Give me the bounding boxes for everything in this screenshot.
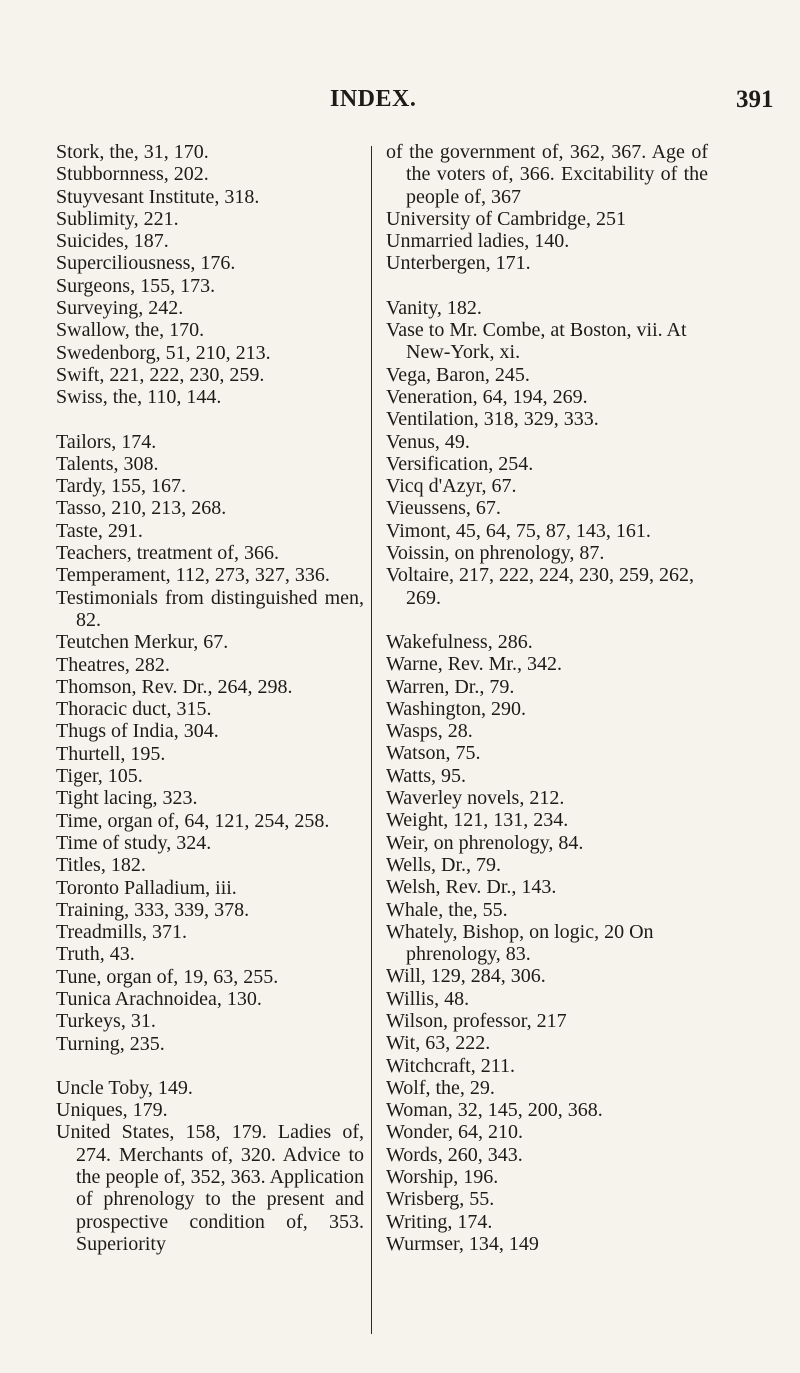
index-entry: Swallow, the, 170.: [56, 319, 205, 342]
column-divider: [371, 146, 372, 1334]
index-entry: Talents, 308.: [56, 452, 159, 475]
index-entry: Swift, 221, 222, 230, 259.: [56, 363, 265, 386]
index-entry: Superciliousness, 176.: [56, 252, 236, 275]
index-entry: Tunica Arachnoidea, 130.: [56, 987, 262, 1010]
index-entry: Surgeons, 155, 173.: [56, 274, 216, 297]
index-entry: Writing, 174.: [386, 1210, 493, 1233]
page-number: 391: [736, 86, 774, 113]
index-entry: Turkeys, 31.: [56, 1010, 156, 1033]
index-entry: Watson, 75.: [386, 742, 481, 765]
index-entry: Tiger, 105.: [56, 765, 143, 788]
index-column-right: [386, 141, 708, 1255]
index-entry: Veneration, 64, 194, 269.: [386, 385, 588, 408]
index-entry: Vanity, 182.: [386, 296, 482, 319]
index-entry: Weir, on phrenology, 84.: [386, 831, 584, 854]
index-entry: Words, 260, 343.: [386, 1143, 523, 1166]
index-entry: Thurtell, 195.: [56, 742, 166, 765]
index-entry: Wit, 63, 222.: [386, 1032, 491, 1055]
index-entry: Theatres, 282.: [56, 653, 170, 676]
index-entry: Titles, 182.: [56, 854, 146, 877]
index-entry: Vega, Baron, 245.: [386, 363, 530, 386]
index-entry: Warne, Rev. Mr., 342.: [386, 653, 562, 676]
index-entry: Tardy, 155, 167.: [56, 475, 187, 498]
index-entry: Stuyvesant Institute, 318.: [56, 185, 260, 208]
index-entry: Venus, 49.: [386, 430, 470, 453]
page-header: [0, 86, 800, 116]
index-entry: Sublimity, 221.: [56, 207, 179, 230]
index-entry: Swiss, the, 110, 144.: [56, 386, 222, 409]
index-entry: Unmarried ladies, 140.: [386, 230, 570, 253]
index-entry: Truth, 43.: [56, 943, 135, 966]
index-entry: Weight, 121, 131, 234.: [386, 809, 569, 832]
index-entry: Willis, 48.: [386, 987, 470, 1010]
index-entry: United States, 158, 179. Ladies of, 274. Merchants of, 320. Advice to the people of, 352, 363. Application of phrenology to the present and prospective condition of, 353. Superiority: [56, 1121, 364, 1255]
index-entry: Wolf, the, 29.: [386, 1076, 495, 1099]
index-entry: Temperament, 112, 273, 327, 336.: [56, 564, 330, 587]
index-entry: Whale, the, 55.: [386, 898, 508, 921]
index-entry: Voltaire, 217, 222, 224, 230, 259, 262, 269.: [386, 564, 694, 609]
index-entry: Taste, 291.: [56, 519, 143, 542]
index-entry: University of Cambridge, 251: [386, 207, 626, 230]
index-entry: Vieussens, 67.: [386, 497, 501, 520]
section-gap: [386, 609, 708, 631]
index-entry: Training, 333, 339, 378.: [56, 898, 250, 921]
index-entry: Voissin, on phrenology, 87.: [386, 542, 605, 565]
index-entry: Time, organ of, 64, 121, 254, 258.: [56, 809, 330, 832]
index-entry: Will, 129, 284, 306.: [386, 965, 546, 988]
index-entry: Witchcraft, 211.: [386, 1054, 515, 1077]
index-entry: Wurmser, 134, 149: [386, 1232, 539, 1255]
index-entry: Wakefulness, 286.: [386, 630, 533, 653]
index-entry: Tight lacing, 323.: [56, 787, 198, 810]
index-entry: Welsh, Rev. Dr., 143.: [386, 876, 557, 899]
index-entry: Teutchen Merkur, 67.: [56, 631, 229, 654]
index-entry: Wonder, 64, 210.: [386, 1121, 524, 1144]
index-entry: Wells, Dr., 79.: [386, 853, 502, 876]
index-entry: Turning, 235.: [56, 1032, 165, 1055]
index-entry: Thoracic duct, 315.: [56, 698, 212, 721]
index-entry: Unterbergen, 171.: [386, 252, 531, 275]
index-entry: Surveying, 242.: [56, 297, 184, 320]
index-entry: Tasso, 210, 213, 268.: [56, 497, 227, 520]
index-entry: Time of study, 324.: [56, 831, 212, 854]
index-entry: Vase to Mr. Combe, at Boston, vii. At New-York, xi.: [386, 319, 687, 364]
section-gap: [386, 275, 708, 297]
index-entry: Versification, 254.: [386, 452, 534, 475]
index-entry: Uniques, 179.: [56, 1099, 168, 1122]
index-entry: Tune, organ of, 19, 63, 255.: [56, 965, 279, 988]
index-entry: Vimont, 45, 64, 75, 87, 143, 161.: [386, 519, 651, 542]
index-entry: Waverley novels, 212.: [386, 787, 565, 810]
index-entry: of the government of, 362, 367. Age of the voters of, 366. Excitability of the people of, 367: [386, 141, 708, 208]
index-column-left: [56, 141, 364, 1255]
index-entry: Uncle Toby, 149.: [56, 1076, 193, 1099]
index-entry: Whately, Bishop, on logic, 20 On phrenology, 83.: [386, 920, 654, 966]
index-entry: Wilson, professor, 217: [386, 1009, 567, 1032]
section-gap: [56, 409, 364, 431]
index-entry: Stork, the, 31, 170.: [56, 141, 209, 163]
section-gap: [56, 1055, 364, 1077]
index-entry: Wasps, 28.: [386, 720, 473, 743]
index-entry: Stubbornness, 202.: [56, 163, 209, 186]
index-entry: Swedenborg, 51, 210, 213.: [56, 341, 271, 364]
index-entry: Worship, 196.: [386, 1166, 499, 1189]
index-entry: Wrisberg, 55.: [386, 1188, 495, 1211]
index-entry: Suicides, 187.: [56, 230, 169, 253]
index-entry: Vicq d'Azyr, 67.: [386, 475, 517, 498]
running-head: INDEX.: [330, 86, 417, 112]
index-entry: Toronto Palladium, iii.: [56, 876, 237, 899]
index-entry: Treadmills, 371.: [56, 921, 187, 944]
index-entry: Testimonials from distinguished men, 82.: [56, 586, 364, 631]
index-entry: Woman, 32, 145, 200, 368.: [386, 1099, 603, 1122]
index-entry: Teachers, treatment of, 366.: [56, 542, 279, 565]
index-entry: Washington, 290.: [386, 697, 527, 720]
index-entry: Watts, 95.: [386, 764, 467, 787]
index-entry: Ventilation, 318, 329, 333.: [386, 408, 599, 431]
index-entry: Warren, Dr., 79.: [386, 675, 515, 698]
index-entry: Thomson, Rev. Dr., 264, 298.: [56, 675, 293, 698]
index-entry: Tailors, 174.: [56, 430, 157, 453]
index-entry: Thugs of India, 304.: [56, 720, 219, 743]
